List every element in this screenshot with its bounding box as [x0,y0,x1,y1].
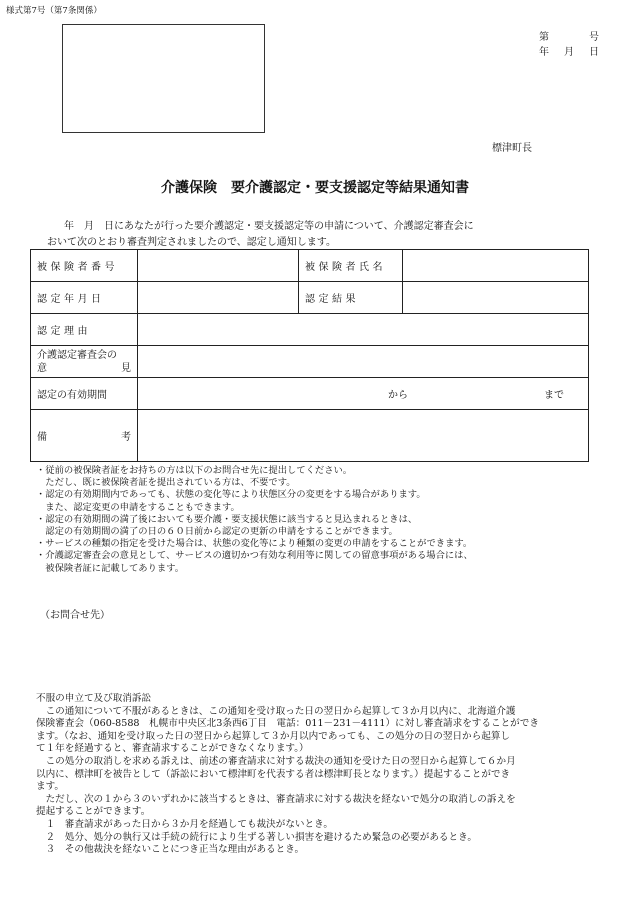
dai-label: 第 [539,32,549,43]
opinion-label [31,346,138,378]
appeal-line: ３ その他裁決を経ないことにつき正当な理由があるとき。 [36,844,305,856]
intro-line-1: 年 月 日にあなたが行った要介護認定・要支援認定等の申請について、介護認定審査会に [64,221,474,232]
day-label: 日 [589,47,599,58]
cert-result-label: 認定結果 [299,282,403,314]
form-number: 様式第7号（第7条関係） [6,6,102,16]
appeal-line: ます。（なお、通知を受け取った日の翌日から起算して３か月以内であっても、この処分の日の翌日から起算し [36,730,511,742]
notes-list [36,465,473,575]
appeal-line: 保険審査会（060-8588 札幌市中央区北3条西6丁目 電話：011－231－4111）に対し審査請求をすることができ [36,718,539,730]
remarks-label-b: 考 [121,432,131,443]
cert-date-label: 認定年月日 [31,282,138,314]
appeal-line: ２ 処分、処分の執行又は手続の続行により生ずる著しい損害を避けるため緊急の必要があるとき。 [36,831,477,843]
valid-period-field[interactable] [138,378,589,410]
insured-number-field[interactable] [138,250,299,282]
appeal-line: 以内に、標津町を被告として（訴訟において標津町を代表する者は標津町長となります。）提起することができ [36,768,511,780]
appeal-section [36,693,606,857]
appeal-line: て１年を経過すると、審査請求することができなくなります。） [36,743,309,755]
note-item: 被保険者証に記載してあります。 [36,562,185,574]
valid-period-label: 認定の有効期間 [31,378,138,410]
remarks-label [31,410,138,462]
certification-table [30,249,589,462]
issuer-mayor: 標津町長 [492,143,532,154]
opinion-label-line1: 介護認定審査会の [37,349,117,361]
page-title: 介護保険 要介護認定・要支援認定等結果通知書 [161,180,469,196]
table-row [31,410,589,462]
insured-name-field[interactable] [403,250,589,282]
contact-heading: （お問合せ先） [40,610,110,621]
opinion-label-i: 意 [37,362,47,374]
table-row [31,282,589,314]
intro-line-2: おいて次のとおり審査判定されましたので、認定し通知します。 [47,237,336,248]
appeal-line: この通知について不服があるときは、この通知を受け取った日の翌日から起算して３か月以内に、北海道介護 [36,705,516,717]
note-item: ・認定の有効期間内であっても、状態の変化等により状態区分の変更をする場合があります。 [36,489,426,501]
month-label: 月 [564,47,574,58]
cert-date-field[interactable] [138,282,299,314]
note-item: ・認定の有効期間の満了後においても要介護・要支援状態に該当すると見込まれるときは、 [36,513,418,525]
note-item: また、認定変更の申請をすることもできます。 [36,501,240,513]
note-item: ・従前の被保険者証をお持ちの方は以下のお問合せ先に提出してください。 [36,465,353,476]
stamp-box [62,24,265,133]
appeal-line: ます。 [36,781,65,793]
note-item: ・サービスの種類の指定を受けた場合は、状態の変化等により種類の変更の申請をすることができます。 [36,538,473,550]
table-row [31,346,589,378]
opinion-label-ken: 見 [121,362,131,374]
document-number-line [539,28,599,43]
from-label: から [388,390,408,401]
note-item: ただし、既に被保険者証を提出されている方は、不要です。 [36,477,296,489]
appeal-heading: 不服の申立て及び取消訴訟 [36,693,152,704]
until-label: まで [544,390,564,401]
cert-reason-label: 認定理由 [31,314,138,346]
insured-number-label: 被保険者番号 [31,250,138,282]
cert-result-field[interactable] [403,282,589,314]
note-item: 認定の有効期間の満了の日の６０日前から認定の更新の申請をすることができます。 [36,526,398,538]
appeal-line: ただし、次の１から３のいずれかに該当するときは、審査請求に対する裁決を経ないで処分の取消しの訴えを [36,793,516,805]
remarks-field[interactable] [138,410,589,462]
appeal-line: １ 審査請求があった日から３か月を経過しても裁決がないとき。 [36,818,333,830]
table-row [31,314,589,346]
note-item: ・介護認定審査会の意見として、サービスの適切かつ有効な利用等に関しての留意事項がある場合には、 [36,550,473,562]
remarks-label-a: 備 [37,432,47,443]
appeal-line: 提起することができます。 [36,806,151,818]
opinion-field[interactable] [138,346,589,378]
appeal-line: この処分の取消しを求める訴えは、前述の審査請求に対する裁決の通知を受けた日の翌日から起算して６か月 [36,755,516,767]
year-label: 年 [539,47,549,58]
opinion-label-line2 [37,362,131,375]
table-row [31,378,589,410]
table-row [31,250,589,282]
document-date-line [539,43,599,58]
go-label: 号 [589,32,599,43]
cert-reason-field[interactable] [138,314,589,346]
insured-name-label: 被保険者氏名 [299,250,403,282]
